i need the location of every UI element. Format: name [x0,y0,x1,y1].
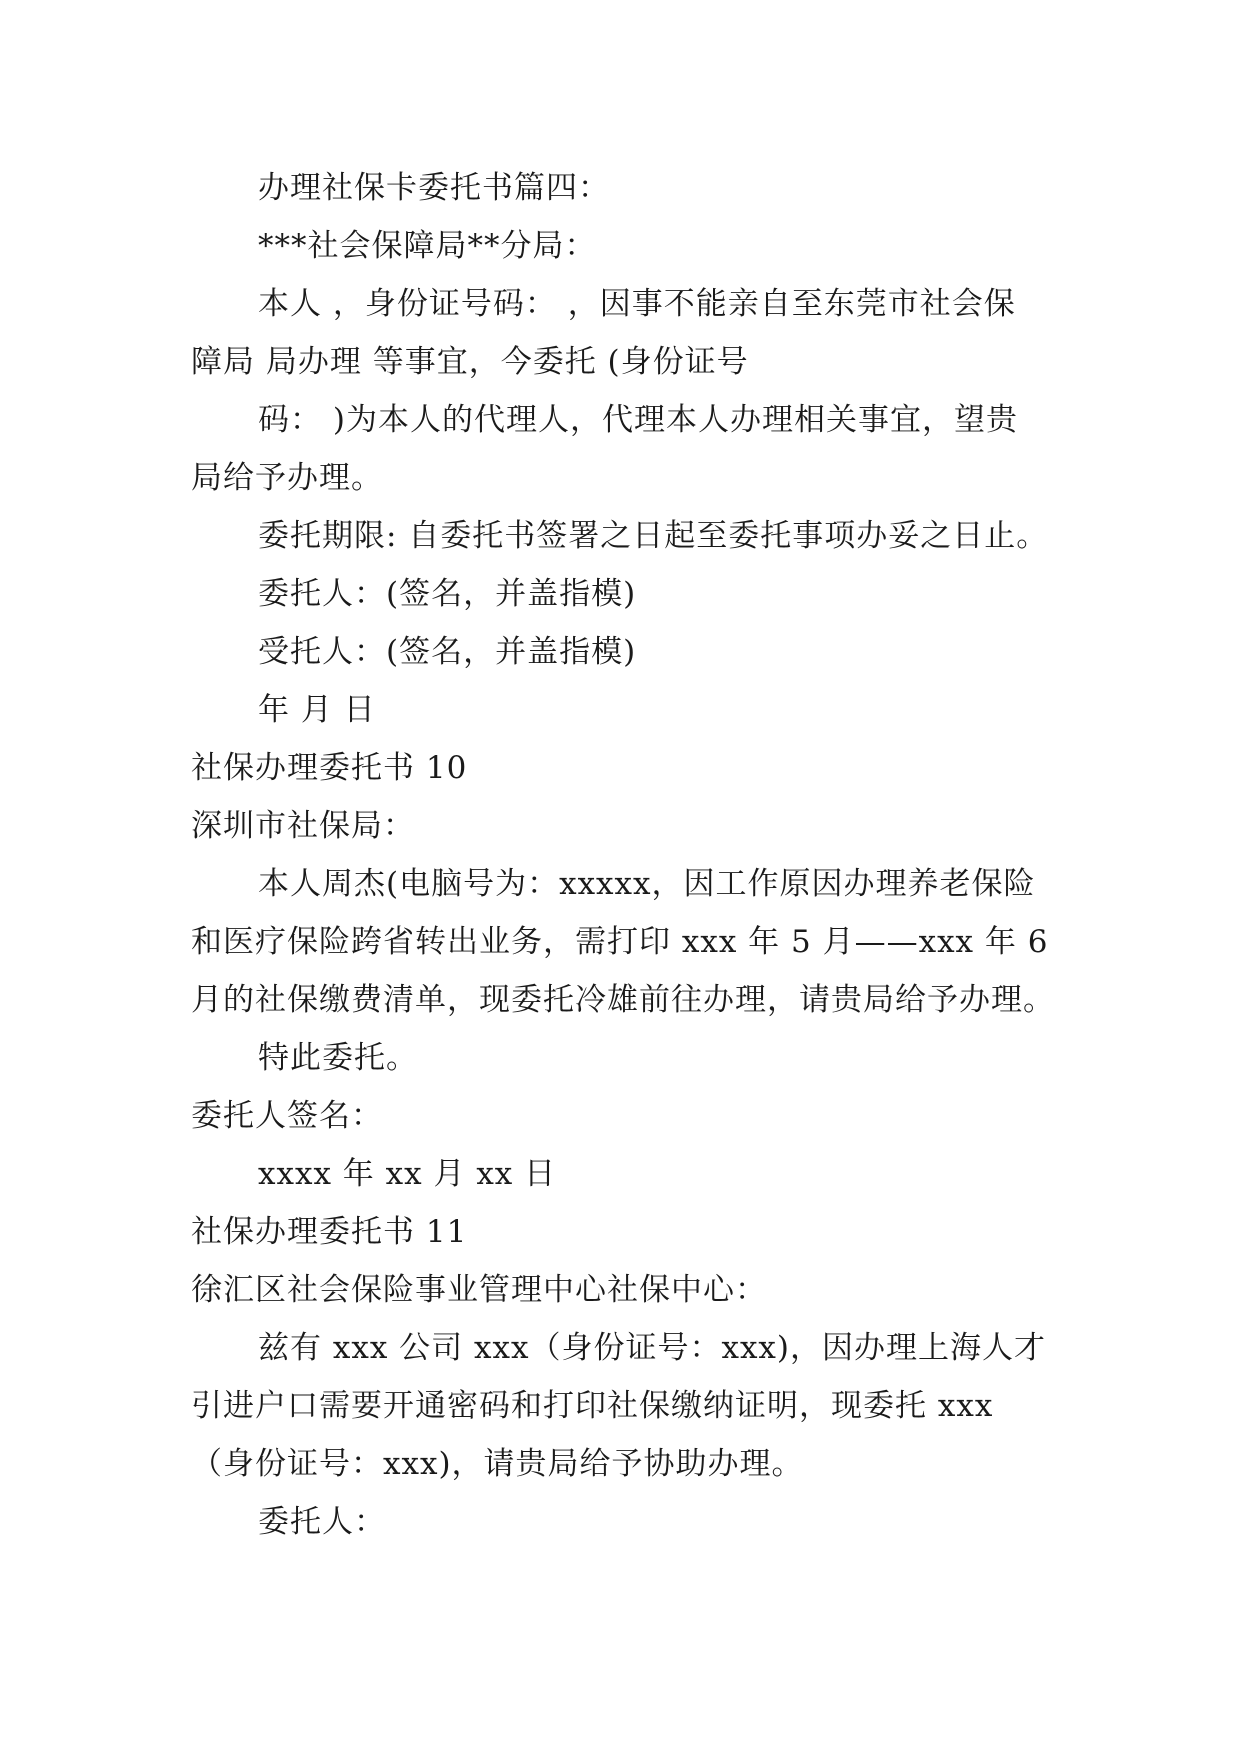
body-line: 障局 局办理 等事宜，今委托 (身份证号 [191,344,749,380]
body-line: 本人周杰(电脑号为：xxxxx，因工作原因办理养老保险 [258,866,1036,902]
date-line: 年 月 日 [258,692,376,728]
closing-line: 特此委托。 [258,1040,418,1076]
body-line: （身份证号：xxx)，请贵局给予协助办理。 [191,1446,804,1482]
section-heading-4: 办理社保卡委托书篇四： [258,170,610,206]
body-line: 局给予办理。 [191,460,383,496]
section-heading-10: 社保办理委托书 10 [191,750,468,786]
section-heading-11: 社保办理委托书 11 [191,1214,468,1250]
body-line: 码： )为本人的代理人，代理本人办理相关事宜，望贵 [258,402,1018,438]
body-line: 本人 ，身份证号码： ，因事不能亲自至东莞市社会保 [258,286,1016,322]
agent-signature-line: 受托人：(签名，并盖指模) [258,634,637,670]
principal-signature-line: 委托人：(签名，并盖指模) [258,576,637,612]
addressee-line: ***社会保障局**分局： [258,228,597,264]
addressee-line: 徐汇区社会保险事业管理中心社保中心： [191,1272,767,1308]
body-line: 引进户口需要开通密码和打印社保缴纳证明，现委托 xxx [191,1388,994,1424]
body-line: 兹有 xxx 公司 xxx（身份证号：xxx)，因办理上海人才 [258,1330,1047,1366]
principal-signature-line: 委托人签名： [191,1098,383,1134]
date-line: xxxx 年 xx 月 xx 日 [258,1156,557,1192]
term-line: 委托期限: 自委托书签署之日起至委托事项办妥之日止。 [258,518,1049,554]
body-line: 和医疗保险跨省转出业务，需打印 xxx 年 5 月——xxx 年 6 [191,924,1049,960]
principal-signature-line: 委托人： [258,1504,386,1540]
addressee-line: 深圳市社保局： [191,808,415,844]
body-line: 月的社保缴费清单，现委托冷雄前往办理，请贵局给予办理。 [191,982,1055,1018]
